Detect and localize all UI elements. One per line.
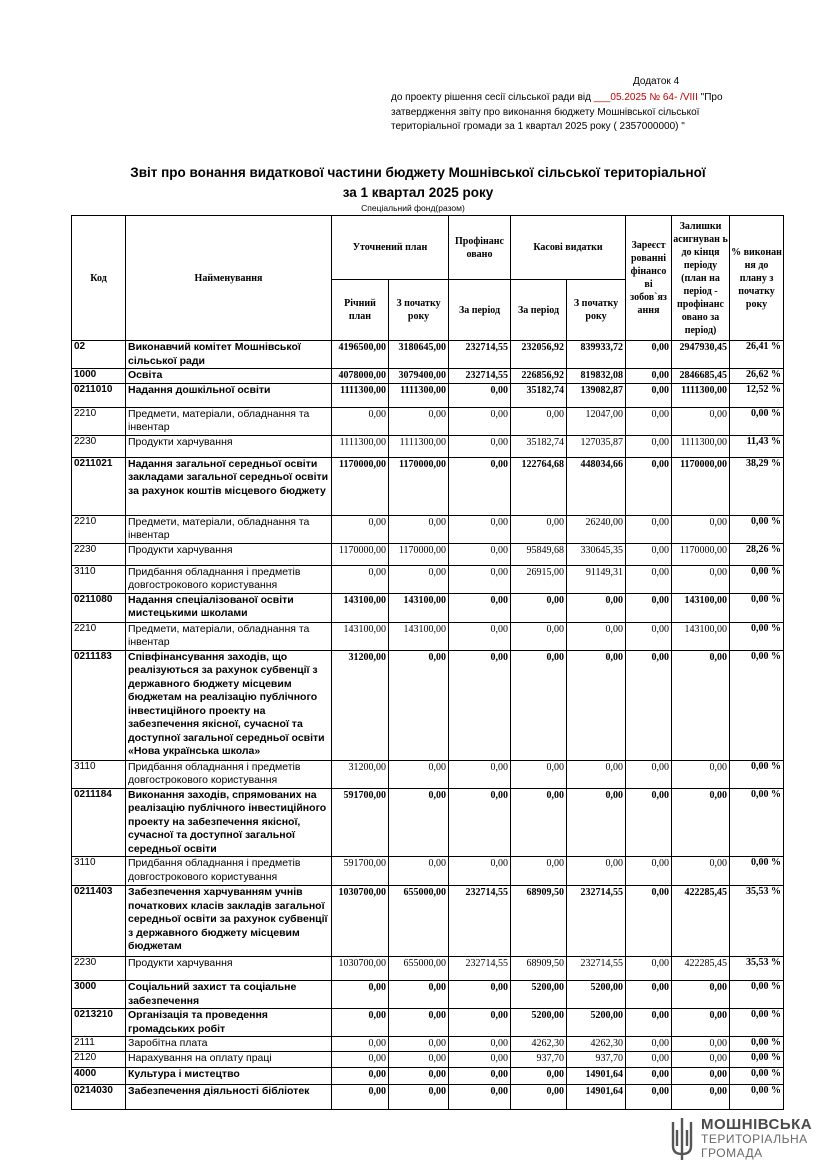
cell-remaining: 1111300,00 [672,435,730,457]
cell-registered: 0,00 [626,369,672,384]
cell-code: 0211403 [72,886,126,957]
cell-cash-period: 0,00 [511,650,567,760]
cell-registered: 0,00 [626,788,672,857]
table-row [72,543,784,565]
cell-percent: 0,00 % [730,407,784,435]
cell-plan-ytd: 655000,00 [389,957,449,981]
cell-cash-ytd: 127035,87 [567,435,626,457]
cell-name: Надання дошкільної освіти [126,383,332,407]
cell-percent: 0,00 % [730,565,784,593]
cell-registered: 0,00 [626,1037,672,1052]
cell-name: Продукти харчування [126,543,332,565]
cell-name: Забезпечення харчуванням учнів початкових класів закладів загальної середньої освіти за рахунок субвенції з державного бюджету місцевим бюджетам [126,886,332,957]
cell-cash-ytd: 26240,00 [567,515,626,543]
cell-cash-ytd: 0,00 [567,593,626,622]
cell-plan-ytd: 0,00 [389,857,449,886]
cell-plan-ytd: 0,00 [389,565,449,593]
table-row [72,457,784,515]
cell-percent: 0,00 % [730,650,784,760]
cell-percent: 0,00 % [730,593,784,622]
cell-registered: 0,00 [626,407,672,435]
cell-code: 0213210 [72,1009,126,1037]
cell-remaining: 0,00 [672,1052,730,1068]
cell-remaining: 1170000,00 [672,457,730,515]
cell-code: 02 [72,341,126,369]
cell-code: 2230 [72,435,126,457]
cell-registered: 0,00 [626,1009,672,1037]
cell-name: Надання спеціалізованої освіти мистецькими школами [126,593,332,622]
table-row [72,650,784,760]
cell-cash-period: 0,00 [511,1085,567,1110]
cell-registered: 0,00 [626,760,672,788]
cell-name: Культура і мистецтво [126,1068,332,1085]
cell-cash-period: 35182,74 [511,383,567,407]
cell-prefinanced: 0,00 [449,383,511,407]
cell-cash-ytd: 4262,30 [567,1037,626,1052]
cell-percent: 35,53 % [730,886,784,957]
cell-registered: 0,00 [626,981,672,1009]
cell-name: Співфінансування заходів, що реалізуються за рахунок субвенції з державного бюджету місцевим бюджетам на реалізацію публічного інвестиційного проекту на забезпечення якісної, сучасної та доступної загальної середньої освіти «Нова українська школа» [126,650,332,760]
cell-registered: 0,00 [626,857,672,886]
header-annual-plan: Річний план [332,280,389,341]
cell-cash-ytd: 12047,00 [567,407,626,435]
cell-cash-period: 95849,68 [511,543,567,565]
cell-prefinanced: 232714,55 [449,886,511,957]
cell-code: 0211021 [72,457,126,515]
cell-percent: 0,00 % [730,760,784,788]
table-row [72,1068,784,1085]
cell-remaining: 1170000,00 [672,543,730,565]
cell-prefinanced: 0,00 [449,1037,511,1052]
cell-name: Надання загальної середньої освіти закладами загальної середньої освіти за рахунок коштів місцевого бюджету [126,457,332,515]
table-row [72,565,784,593]
cell-percent: 0,00 % [730,788,784,857]
header-remaining-allocations: Залишки асигнуван ь до кінця періоду (план на період - профінанс овано за період) [672,216,730,341]
cell-prefinanced: 0,00 [449,1052,511,1068]
cell-cash-ytd: 819832,08 [567,369,626,384]
cell-cash-ytd: 937,70 [567,1052,626,1068]
cell-cash-ytd: 0,00 [567,650,626,760]
cell-prefinanced: 0,00 [449,457,511,515]
cell-prefinanced: 0,00 [449,1009,511,1037]
cell-registered: 0,00 [626,383,672,407]
header-name: Найменування [126,216,332,341]
cell-plan-ytd: 1170000,00 [389,543,449,565]
cell-name: Освіта [126,369,332,384]
cell-plan-ytd: 0,00 [389,1037,449,1052]
cell-registered: 0,00 [626,957,672,981]
cell-cash-ytd: 0,00 [567,788,626,857]
table-row [72,886,784,957]
cell-code: 3110 [72,760,126,788]
cell-cash-period: 0,00 [511,760,567,788]
cell-plan-ytd: 0,00 [389,760,449,788]
cell-remaining: 422285,45 [672,886,730,957]
cell-prefinanced: 0,00 [449,1068,511,1085]
cell-name: Соціальний захист та соціальне забезпечення [126,981,332,1009]
cell-name: Організація та проведення громадських робіт [126,1009,332,1037]
cell-code: 4000 [72,1068,126,1085]
cell-code: 2230 [72,543,126,565]
cell-annual-plan: 0,00 [332,565,389,593]
table-row [72,1052,784,1068]
subtitle-part2: "Про затвердження звіту про виконання бюджету Мошнівської сільської територіальної громади за 1 квартал 2025 року ( 2357000000) " [391,92,723,132]
cell-code: 3000 [72,981,126,1009]
cell-remaining: 143100,00 [672,593,730,622]
cell-percent: 0,00 % [730,622,784,650]
cell-cash-ytd: 0,00 [567,760,626,788]
cell-remaining: 2947930,45 [672,341,730,369]
cell-cash-ytd: 839933,72 [567,341,626,369]
cell-name: Заробітна плата [126,1037,332,1052]
cell-prefinanced: 232714,55 [449,369,511,384]
cell-cash-period: 232056,92 [511,341,567,369]
cell-plan-ytd: 655000,00 [389,886,449,957]
cell-cash-ytd: 14901,64 [567,1085,626,1110]
logo-line2: ТЕРИТОРІАЛЬНА [701,1132,808,1146]
table-row [72,760,784,788]
cell-cash-ytd: 330645,35 [567,543,626,565]
cell-registered: 0,00 [626,543,672,565]
cell-plan-ytd: 0,00 [389,1085,449,1110]
cell-cash-period: 0,00 [511,857,567,886]
cell-code: 3110 [72,565,126,593]
cell-remaining: 143100,00 [672,622,730,650]
cell-remaining: 0,00 [672,1009,730,1037]
cell-percent: 0,00 % [730,1037,784,1052]
cell-prefinanced: 0,00 [449,543,511,565]
cell-annual-plan: 143100,00 [332,593,389,622]
cell-percent: 28,26 % [730,543,784,565]
logo-line3: ГРОМАДА [701,1146,763,1160]
cell-remaining: 0,00 [672,981,730,1009]
cell-percent: 0,00 % [730,515,784,543]
cell-code: 0211183 [72,650,126,760]
cell-cash-period: 4262,30 [511,1037,567,1052]
cell-name: Нарахування на оплату праці [126,1052,332,1068]
cell-cash-ytd: 232714,55 [567,957,626,981]
cell-prefinanced: 0,00 [449,650,511,760]
table-row [72,788,784,857]
cell-percent: 0,00 % [730,1009,784,1037]
cell-cash-ytd: 5200,00 [567,1009,626,1037]
cell-plan-ytd: 0,00 [389,1052,449,1068]
cell-plan-ytd: 3079400,00 [389,369,449,384]
table-row [72,622,784,650]
table-row [72,435,784,457]
community-logo [669,1116,813,1162]
cell-name: Продукти харчування [126,957,332,981]
cell-registered: 0,00 [626,1068,672,1085]
logo-line1: МОШНІВСЬКА [701,1116,813,1133]
cell-plan-ytd: 0,00 [389,1068,449,1085]
cell-remaining: 0,00 [672,1085,730,1110]
cell-prefinanced: 0,00 [449,407,511,435]
cell-cash-period: 0,00 [511,407,567,435]
cell-annual-plan: 1170000,00 [332,457,389,515]
cell-cash-period: 35182,74 [511,435,567,457]
cell-annual-plan: 1111300,00 [332,383,389,407]
cell-annual-plan: 0,00 [332,407,389,435]
cell-percent: 12,52 % [730,383,784,407]
table-row [72,1085,784,1110]
table-row [72,1009,784,1037]
cell-registered: 0,00 [626,457,672,515]
cell-cash-ytd: 448034,66 [567,457,626,515]
cell-name: Придбання обладнання і предметів довгострокового користування [126,857,332,886]
cell-annual-plan: 4078000,00 [332,369,389,384]
cell-remaining: 0,00 [672,515,730,543]
cell-name: Придбання обладнання і предметів довгострокового користування [126,760,332,788]
cell-prefinanced: 232714,55 [449,341,511,369]
cell-remaining: 2846685,45 [672,369,730,384]
table-row [72,981,784,1009]
cell-registered: 0,00 [626,515,672,543]
cell-name: Придбання обладнання і предметів довгострокового користування [126,565,332,593]
cell-name: Виконавчий комітет Мошнівської сільської ради [126,341,332,369]
cell-remaining: 0,00 [672,565,730,593]
report-title-line2: за 1 квартал 2025 року [342,185,494,200]
cell-plan-ytd: 0,00 [389,407,449,435]
header-code: Код [72,216,126,341]
cell-annual-plan: 591700,00 [332,857,389,886]
cell-cash-period: 0,00 [511,622,567,650]
cell-plan-ytd: 0,00 [389,788,449,857]
cell-plan-ytd: 0,00 [389,515,449,543]
cell-registered: 0,00 [626,593,672,622]
cell-prefinanced: 0,00 [449,565,511,593]
cell-plan-ytd: 0,00 [389,1009,449,1037]
cell-cash-period: 68909,50 [511,886,567,957]
cell-code: 0211184 [72,788,126,857]
header-refined-plan: Уточнений план [332,216,449,280]
cell-name: Виконання заходів, спрямованих на реалізацію публічного інвестиційного проекту на забезпечення якісної, сучасної та доступної загальної середньої освіти [126,788,332,857]
table-row [72,515,784,543]
cell-percent: 0,00 % [730,1085,784,1110]
cell-cash-period: 0,00 [511,788,567,857]
document-subtitle [391,91,736,135]
table-row [72,857,784,886]
cell-name: Предмети, матеріали, обладнання та інвентар [126,622,332,650]
cell-plan-ytd: 143100,00 [389,593,449,622]
cell-annual-plan: 0,00 [332,1009,389,1037]
cell-cash-period: 5200,00 [511,981,567,1009]
cell-remaining: 422285,45 [672,957,730,981]
cell-name: Забезпечення діяльності бібліотек [126,1085,332,1110]
cell-cash-period: 0,00 [511,1068,567,1085]
cell-annual-plan: 0,00 [332,1052,389,1068]
cell-percent: 0,00 % [730,981,784,1009]
table-row [72,957,784,981]
cell-annual-plan: 0,00 [332,981,389,1009]
cell-name: Предмети, матеріали, обладнання та інвентар [126,515,332,543]
cell-cash-period: 122764,68 [511,457,567,515]
header-cash-period: За період [511,280,567,341]
cell-plan-ytd: 1170000,00 [389,457,449,515]
cell-annual-plan: 1170000,00 [332,543,389,565]
cell-cash-ytd: 5200,00 [567,981,626,1009]
addendum-label: Додаток 4 [633,76,680,87]
cell-remaining: 0,00 [672,1037,730,1052]
cell-remaining: 0,00 [672,1068,730,1085]
cell-percent: 0,00 % [730,1068,784,1085]
cell-cash-period: 226856,92 [511,369,567,384]
cell-cash-period: 0,00 [511,593,567,622]
cell-plan-ytd: 1111300,00 [389,435,449,457]
table-row [72,1037,784,1052]
cell-registered: 0,00 [626,565,672,593]
cell-annual-plan: 31200,00 [332,760,389,788]
cell-cash-period: 0,00 [511,515,567,543]
cell-registered: 0,00 [626,1052,672,1068]
cell-annual-plan: 143100,00 [332,622,389,650]
cell-prefinanced: 232714,55 [449,957,511,981]
header-registered-obligations: Зареєст рованні фінансо ві зобов`яз ання [626,216,672,341]
fund-label: Спеціальний фонд(разом) [361,203,465,213]
cell-remaining: 0,00 [672,650,730,760]
header-plan-ytd: З початку року [389,280,449,341]
cell-annual-plan: 0,00 [332,1068,389,1085]
cell-registered: 0,00 [626,341,672,369]
cell-prefinanced: 0,00 [449,760,511,788]
cell-percent: 35,53 % [730,957,784,981]
cell-registered: 0,00 [626,886,672,957]
cell-percent: 26,62 % [730,369,784,384]
cell-plan-ytd: 143100,00 [389,622,449,650]
header-percent: % виконан ня до плану з початку року [730,216,784,341]
cell-remaining: 0,00 [672,857,730,886]
cell-remaining: 1111300,00 [672,383,730,407]
cell-percent: 26,41 % [730,341,784,369]
cell-name: Предмети, матеріали, обладнання та інвентар [126,407,332,435]
cell-annual-plan: 0,00 [332,1037,389,1052]
cell-code: 2111 [72,1037,126,1052]
trident-icon [669,1116,695,1162]
cell-code: 3110 [72,857,126,886]
report-title [60,163,776,203]
cell-code: 1000 [72,369,126,384]
cell-code: 2120 [72,1052,126,1068]
subtitle-part1: до проекту рішення сесії сільської ради від [391,92,594,103]
cell-name: Продукти харчування [126,435,332,457]
cell-percent: 11,43 % [730,435,784,457]
cell-percent: 38,29 % [730,457,784,515]
cell-code: 0211080 [72,593,126,622]
cell-cash-ytd: 0,00 [567,857,626,886]
cell-prefinanced: 0,00 [449,788,511,857]
cell-registered: 0,00 [626,622,672,650]
cell-annual-plan: 1111300,00 [332,435,389,457]
cell-prefinanced: 0,00 [449,981,511,1009]
cell-cash-ytd: 0,00 [567,622,626,650]
header-cash-expenses: Касові видатки [511,216,626,280]
cell-registered: 0,00 [626,1085,672,1110]
header-cash-ytd: З початку року [567,280,626,341]
header-prefinanced: Профінанс овано [449,216,511,280]
subtitle-date-number: ___05.2025 № 64- /VIII [593,92,698,103]
report-title-line1: Звіт про вонання видаткової частини бюджету Мошнівської сільської територіальної [130,165,706,180]
header-prefinanced-period: За період [449,280,511,341]
cell-remaining: 0,00 [672,407,730,435]
cell-plan-ytd: 3180645,00 [389,341,449,369]
cell-cash-period: 937,70 [511,1052,567,1068]
cell-percent: 0,00 % [730,857,784,886]
table-row [72,341,784,369]
cell-plan-ytd: 1111300,00 [389,383,449,407]
cell-cash-ytd: 139082,87 [567,383,626,407]
cell-remaining: 0,00 [672,760,730,788]
cell-prefinanced: 0,00 [449,622,511,650]
cell-percent: 0,00 % [730,1052,784,1068]
table-row [72,593,784,622]
cell-annual-plan: 1030700,00 [332,886,389,957]
cell-registered: 0,00 [626,650,672,760]
cell-code: 2210 [72,622,126,650]
cell-prefinanced: 0,00 [449,515,511,543]
table-row [72,369,784,384]
cell-registered: 0,00 [626,435,672,457]
cell-annual-plan: 0,00 [332,515,389,543]
cell-prefinanced: 0,00 [449,1085,511,1110]
cell-prefinanced: 0,00 [449,435,511,457]
cell-annual-plan: 4196500,00 [332,341,389,369]
table-row [72,383,784,407]
cell-annual-plan: 31200,00 [332,650,389,760]
cell-prefinanced: 0,00 [449,857,511,886]
expenditure-table [71,215,784,1110]
cell-annual-plan: 0,00 [332,1085,389,1110]
cell-prefinanced: 0,00 [449,593,511,622]
table-row [72,407,784,435]
cell-code: 2210 [72,407,126,435]
cell-cash-period: 68909,50 [511,957,567,981]
cell-code: 0214030 [72,1085,126,1110]
cell-cash-ytd: 91149,31 [567,565,626,593]
cell-cash-period: 5200,00 [511,1009,567,1037]
cell-annual-plan: 591700,00 [332,788,389,857]
cell-remaining: 0,00 [672,788,730,857]
cell-cash-ytd: 232714,55 [567,886,626,957]
cell-code: 2230 [72,957,126,981]
cell-code: 2210 [72,515,126,543]
cell-plan-ytd: 0,00 [389,981,449,1009]
cell-plan-ytd: 0,00 [389,650,449,760]
cell-cash-period: 26915,00 [511,565,567,593]
cell-cash-ytd: 14901,64 [567,1068,626,1085]
cell-annual-plan: 1030700,00 [332,957,389,981]
cell-code: 0211010 [72,383,126,407]
